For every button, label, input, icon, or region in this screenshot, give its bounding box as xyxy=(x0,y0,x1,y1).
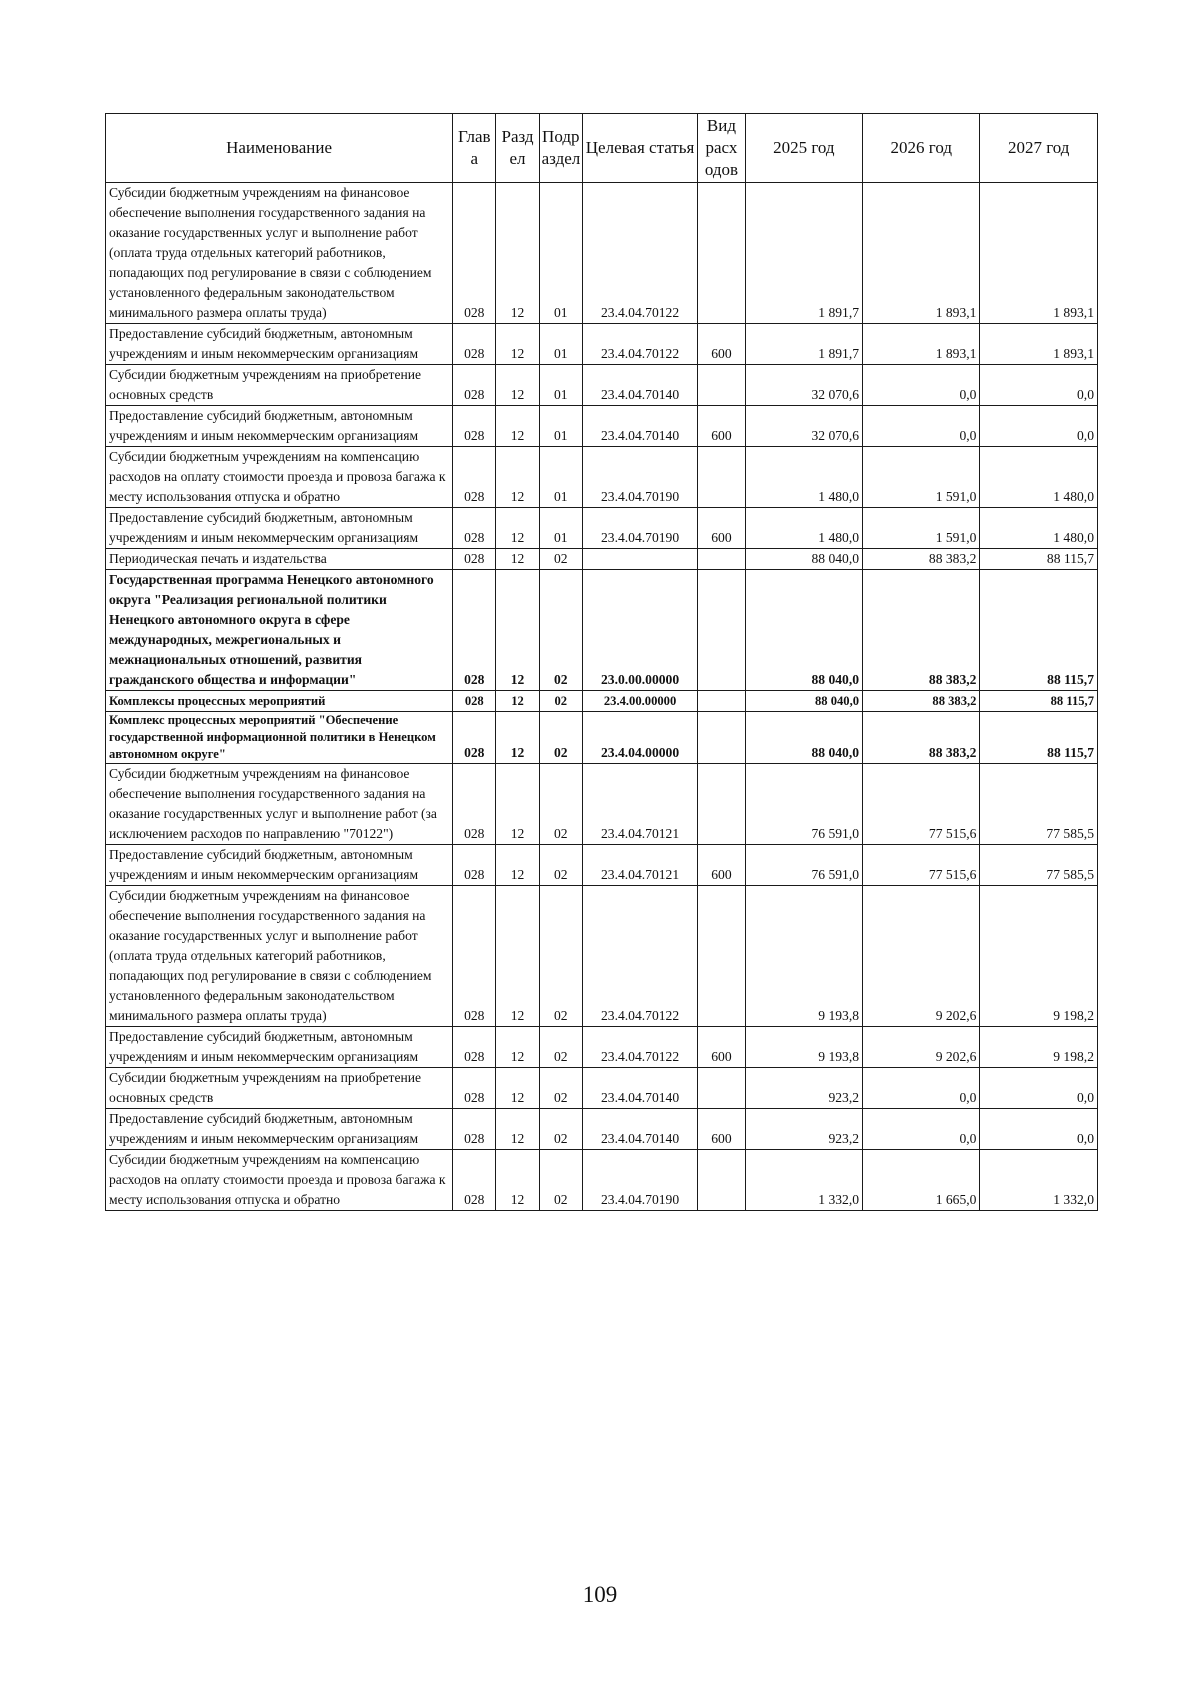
header-celevaya: Целевая статья xyxy=(582,114,697,183)
cell-2026: 77 515,6 xyxy=(863,845,980,886)
cell-razdel: 12 xyxy=(496,365,539,406)
cell-2027: 1 480,0 xyxy=(980,508,1098,549)
cell-2026: 77 515,6 xyxy=(863,764,980,845)
cell-name: Субсидии бюджетным учреждениям на компенсацию расходов на оплату стоимости проезда и провоза багажа к месту использования отпуска и обратно xyxy=(106,447,453,508)
cell-2027: 0,0 xyxy=(980,406,1098,447)
cell-2026: 1 591,0 xyxy=(863,447,980,508)
cell-2027: 0,0 xyxy=(980,1109,1098,1150)
table-body xyxy=(106,183,1098,1211)
cell-2025: 1 480,0 xyxy=(745,447,862,508)
cell-name: Субсидии бюджетным учреждениям на финансовое обеспечение выполнения государственного задания на оказание государственных услуг и выполнение работ (оплата труда отдельных категорий работников, попадающих под регулирование в связи с соблюдением установленного федеральным законодательством минимального размера оплаты труда) xyxy=(106,183,453,324)
table-row xyxy=(106,549,1098,570)
cell-2026: 9 202,6 xyxy=(863,1027,980,1068)
cell-celevaya: 23.4.04.70190 xyxy=(582,447,697,508)
table-row xyxy=(106,1027,1098,1068)
cell-name: Субсидии бюджетным учреждениям на компенсацию расходов на оплату стоимости проезда и провоза багажа к месту использования отпуска и обратно xyxy=(106,1150,453,1211)
table-row xyxy=(106,1150,1098,1211)
cell-vid: 600 xyxy=(698,406,745,447)
cell-name: Субсидии бюджетным учреждениям на финансовое обеспечение выполнения государственного задания на оказание государственных услуг и выполнение работ (оплата труда отдельных категорий работников, попадающих под регулирование в связи с соблюдением установленного федеральным законодательством минимального размера оплаты труда) xyxy=(106,886,453,1027)
cell-2027: 1 332,0 xyxy=(980,1150,1098,1211)
header-2025: 2025 год xyxy=(745,114,862,183)
cell-razdel: 12 xyxy=(496,1027,539,1068)
cell-podrazdel: 01 xyxy=(539,406,582,447)
cell-2027: 88 115,7 xyxy=(980,549,1098,570)
cell-glava: 028 xyxy=(453,406,496,447)
cell-podrazdel: 02 xyxy=(539,712,582,764)
cell-name: Государственная программа Ненецкого автономного округа "Реализация региональной политики Ненецкого автономного округа в сфере международных, межрегиональных и межнациональных отношений, развития гражданского общества и информации" xyxy=(106,570,453,691)
cell-podrazdel: 01 xyxy=(539,447,582,508)
cell-glava: 028 xyxy=(453,183,496,324)
cell-2025: 32 070,6 xyxy=(745,365,862,406)
cell-2025: 88 040,0 xyxy=(745,712,862,764)
cell-2026: 88 383,2 xyxy=(863,570,980,691)
cell-podrazdel: 02 xyxy=(539,764,582,845)
cell-glava: 028 xyxy=(453,549,496,570)
cell-2027: 9 198,2 xyxy=(980,1027,1098,1068)
cell-glava: 028 xyxy=(453,764,496,845)
cell-vid xyxy=(698,886,745,1027)
cell-podrazdel: 01 xyxy=(539,365,582,406)
cell-podrazdel: 01 xyxy=(539,508,582,549)
budget-table xyxy=(105,113,1098,1211)
table-row xyxy=(106,764,1098,845)
cell-2027: 88 115,7 xyxy=(980,570,1098,691)
table-row xyxy=(106,365,1098,406)
cell-podrazdel: 02 xyxy=(539,1068,582,1109)
table-row xyxy=(106,406,1098,447)
cell-podrazdel: 02 xyxy=(539,1109,582,1150)
table-row xyxy=(106,1109,1098,1150)
cell-razdel: 12 xyxy=(496,406,539,447)
cell-glava: 028 xyxy=(453,324,496,365)
cell-celevaya xyxy=(582,549,697,570)
cell-glava: 028 xyxy=(453,447,496,508)
header-podrazdel: Подр аздел xyxy=(539,114,582,183)
cell-vid: 600 xyxy=(698,1027,745,1068)
cell-razdel: 12 xyxy=(496,570,539,691)
cell-2027: 0,0 xyxy=(980,1068,1098,1109)
cell-2027: 77 585,5 xyxy=(980,845,1098,886)
cell-razdel: 12 xyxy=(496,712,539,764)
cell-podrazdel: 02 xyxy=(539,1027,582,1068)
cell-2025: 88 040,0 xyxy=(745,549,862,570)
cell-razdel: 12 xyxy=(496,447,539,508)
cell-podrazdel: 02 xyxy=(539,691,582,712)
cell-name: Предоставление субсидий бюджетным, автономным учреждениям и иным некоммерческим организациям xyxy=(106,508,453,549)
cell-2025: 1 480,0 xyxy=(745,508,862,549)
cell-razdel: 12 xyxy=(496,1150,539,1211)
table-row xyxy=(106,570,1098,691)
cell-razdel: 12 xyxy=(496,691,539,712)
cell-razdel: 12 xyxy=(496,764,539,845)
cell-name: Предоставление субсидий бюджетным, автономным учреждениям и иным некоммерческим организациям xyxy=(106,1027,453,1068)
cell-name: Предоставление субсидий бюджетным, автономным учреждениям и иным некоммерческим организациям xyxy=(106,1109,453,1150)
cell-2025: 1 891,7 xyxy=(745,183,862,324)
cell-2026: 88 383,2 xyxy=(863,712,980,764)
cell-name: Комплексы процессных мероприятий xyxy=(106,691,453,712)
cell-glava: 028 xyxy=(453,1027,496,1068)
cell-2026: 9 202,6 xyxy=(863,886,980,1027)
table-row xyxy=(106,508,1098,549)
table-row xyxy=(106,324,1098,365)
table-row xyxy=(106,886,1098,1027)
cell-2025: 88 040,0 xyxy=(745,691,862,712)
cell-celevaya: 23.4.04.70122 xyxy=(582,324,697,365)
cell-razdel: 12 xyxy=(496,886,539,1027)
table-row xyxy=(106,447,1098,508)
cell-name: Субсидии бюджетным учреждениям на финансовое обеспечение выполнения государственного задания на оказание государственных услуг и выполнение работ (за исключением расходов по направлению "70122") xyxy=(106,764,453,845)
cell-2025: 76 591,0 xyxy=(745,764,862,845)
cell-glava: 028 xyxy=(453,886,496,1027)
cell-vid: 600 xyxy=(698,324,745,365)
cell-celevaya: 23.4.04.70140 xyxy=(582,1068,697,1109)
cell-vid: 600 xyxy=(698,845,745,886)
cell-2026: 0,0 xyxy=(863,1068,980,1109)
cell-podrazdel: 02 xyxy=(539,886,582,1027)
cell-2025: 923,2 xyxy=(745,1109,862,1150)
cell-glava: 028 xyxy=(453,1109,496,1150)
cell-2025: 9 193,8 xyxy=(745,886,862,1027)
cell-2025: 32 070,6 xyxy=(745,406,862,447)
cell-name: Комплекс процессных мероприятий "Обеспечение государственной информационной политики в Ненецком автономном округе" xyxy=(106,712,453,764)
cell-glava: 028 xyxy=(453,365,496,406)
cell-vid xyxy=(698,712,745,764)
header-glava: Глав а xyxy=(453,114,496,183)
cell-vid: 600 xyxy=(698,508,745,549)
cell-glava: 028 xyxy=(453,845,496,886)
cell-podrazdel: 02 xyxy=(539,845,582,886)
header-2027: 2027 год xyxy=(980,114,1098,183)
page-number: 109 xyxy=(582,1582,618,1607)
cell-razdel: 12 xyxy=(496,324,539,365)
cell-vid: 600 xyxy=(698,1109,745,1150)
header-vid: Вид расх одов xyxy=(698,114,745,183)
cell-2026: 0,0 xyxy=(863,1109,980,1150)
cell-2027: 88 115,7 xyxy=(980,691,1098,712)
cell-celevaya: 23.4.04.70122 xyxy=(582,1027,697,1068)
cell-podrazdel: 02 xyxy=(539,1150,582,1211)
cell-celevaya: 23.4.04.00000 xyxy=(582,712,697,764)
cell-razdel: 12 xyxy=(496,1068,539,1109)
cell-2026: 0,0 xyxy=(863,365,980,406)
cell-2025: 923,2 xyxy=(745,1068,862,1109)
cell-2027: 1 480,0 xyxy=(980,447,1098,508)
cell-2026: 88 383,2 xyxy=(863,549,980,570)
cell-razdel: 12 xyxy=(496,1109,539,1150)
cell-celevaya: 23.0.00.00000 xyxy=(582,570,697,691)
table-row xyxy=(106,183,1098,324)
cell-celevaya: 23.4.04.70140 xyxy=(582,365,697,406)
table-row xyxy=(106,691,1098,712)
cell-2026: 1 893,1 xyxy=(863,183,980,324)
cell-vid xyxy=(698,764,745,845)
table-row xyxy=(106,712,1098,764)
cell-name: Предоставление субсидий бюджетным, автономным учреждениям и иным некоммерческим организациям xyxy=(106,324,453,365)
cell-celevaya: 23.4.04.70140 xyxy=(582,1109,697,1150)
cell-2026: 1 665,0 xyxy=(863,1150,980,1211)
cell-razdel: 12 xyxy=(496,183,539,324)
cell-vid xyxy=(698,365,745,406)
cell-podrazdel: 01 xyxy=(539,324,582,365)
cell-celevaya: 23.4.04.70121 xyxy=(582,845,697,886)
cell-vid xyxy=(698,549,745,570)
cell-celevaya: 23.4.04.70190 xyxy=(582,508,697,549)
cell-2025: 76 591,0 xyxy=(745,845,862,886)
cell-2026: 1 591,0 xyxy=(863,508,980,549)
cell-name: Периодическая печать и издательства xyxy=(106,549,453,570)
cell-glava: 028 xyxy=(453,1068,496,1109)
header-razdel: Разд ел xyxy=(496,114,539,183)
cell-vid xyxy=(698,183,745,324)
cell-2025: 9 193,8 xyxy=(745,1027,862,1068)
cell-podrazdel: 02 xyxy=(539,549,582,570)
cell-glava: 028 xyxy=(453,508,496,549)
cell-2027: 0,0 xyxy=(980,365,1098,406)
cell-vid xyxy=(698,691,745,712)
cell-name: Субсидии бюджетным учреждениям на приобретение основных средств xyxy=(106,1068,453,1109)
cell-celevaya: 23.4.04.70121 xyxy=(582,764,697,845)
cell-celevaya: 23.4.04.70140 xyxy=(582,406,697,447)
table-header-row xyxy=(106,114,1098,183)
cell-name: Предоставление субсидий бюджетным, автономным учреждениям и иным некоммерческим организациям xyxy=(106,406,453,447)
cell-2025: 1 332,0 xyxy=(745,1150,862,1211)
header-name: Наименование xyxy=(106,114,453,183)
cell-2025: 88 040,0 xyxy=(745,570,862,691)
cell-celevaya: 23.4.04.70122 xyxy=(582,886,697,1027)
cell-celevaya: 23.4.00.00000 xyxy=(582,691,697,712)
cell-name: Предоставление субсидий бюджетным, автономным учреждениям и иным некоммерческим организациям xyxy=(106,845,453,886)
cell-razdel: 12 xyxy=(496,845,539,886)
cell-glava: 028 xyxy=(453,712,496,764)
cell-glava: 028 xyxy=(453,570,496,691)
cell-2027: 1 893,1 xyxy=(980,324,1098,365)
cell-vid xyxy=(698,1068,745,1109)
cell-podrazdel: 01 xyxy=(539,183,582,324)
cell-name: Субсидии бюджетным учреждениям на приобретение основных средств xyxy=(106,365,453,406)
cell-glava: 028 xyxy=(453,1150,496,1211)
cell-podrazdel: 02 xyxy=(539,570,582,691)
header-2026: 2026 год xyxy=(863,114,980,183)
cell-glava: 028 xyxy=(453,691,496,712)
cell-2027: 9 198,2 xyxy=(980,886,1098,1027)
cell-celevaya: 23.4.04.70190 xyxy=(582,1150,697,1211)
cell-2027: 1 893,1 xyxy=(980,183,1098,324)
cell-2027: 88 115,7 xyxy=(980,712,1098,764)
cell-celevaya: 23.4.04.70122 xyxy=(582,183,697,324)
cell-2026: 0,0 xyxy=(863,406,980,447)
cell-razdel: 12 xyxy=(496,508,539,549)
cell-vid xyxy=(698,570,745,691)
cell-vid xyxy=(698,1150,745,1211)
cell-2025: 1 891,7 xyxy=(745,324,862,365)
table-row xyxy=(106,845,1098,886)
cell-2026: 1 893,1 xyxy=(863,324,980,365)
table-row xyxy=(106,1068,1098,1109)
cell-razdel: 12 xyxy=(496,549,539,570)
cell-vid xyxy=(698,447,745,508)
cell-2027: 77 585,5 xyxy=(980,764,1098,845)
cell-2026: 88 383,2 xyxy=(863,691,980,712)
